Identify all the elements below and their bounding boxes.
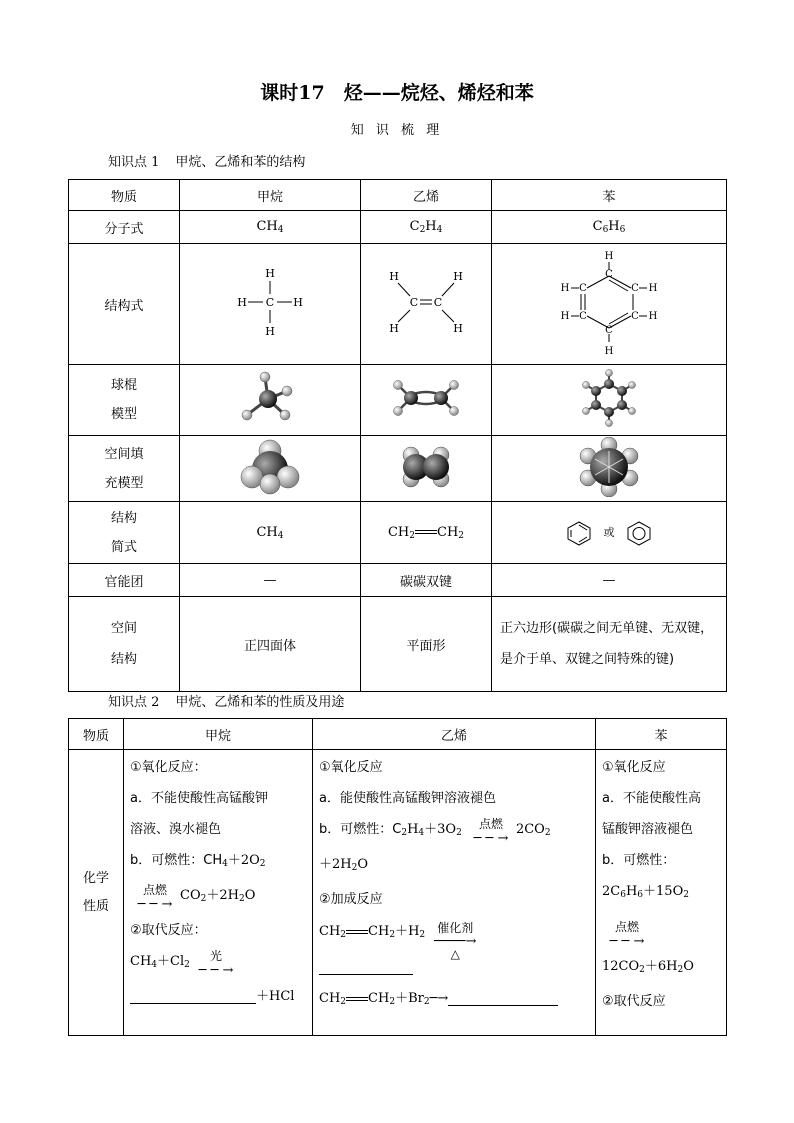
benzene-ball-stick-model	[574, 367, 644, 429]
space-filling-benzene	[492, 436, 727, 502]
row-label-structural-formula: 结构式	[69, 244, 180, 365]
methane-structural-diagram	[230, 262, 310, 342]
svg-text:H: H	[604, 346, 614, 357]
ethene-structural-diagram	[381, 267, 471, 337]
benzene-space-filling-model	[574, 437, 644, 497]
properties-table	[68, 718, 727, 1036]
svg-text:H: H	[265, 325, 275, 338]
header-methane-2: 甲烷	[124, 719, 313, 750]
space-filling-ethene	[361, 436, 492, 502]
svg-text:C: C	[265, 296, 275, 309]
svg-text:C: C	[605, 325, 613, 336]
svg-text:H: H	[648, 283, 658, 294]
answer-blank[interactable]	[448, 992, 558, 1006]
benzene-kekule-icon	[565, 520, 593, 546]
svg-text:H: H	[389, 270, 399, 283]
benzene-ring-icon	[625, 520, 653, 546]
simplified-formula-methane: $CH_4$	[180, 502, 361, 564]
reaction-arrow-light: 光 ─ ─ →	[198, 948, 234, 978]
answer-blank[interactable]	[319, 961, 413, 975]
knowledge-point-2	[108, 691, 344, 710]
benzene-structural-diagram	[549, 244, 669, 360]
answer-blank[interactable]	[130, 990, 256, 1004]
svg-text:H: H	[604, 251, 614, 262]
ball-stick-benzene	[492, 365, 727, 436]
properties-methane: ①氧化反应： a．不能使酸性高锰酸钾 溶液、溴水褪色 b．可燃性：$CH_4+2O_2$ 点燃 ─ ─ $\to CO_2+2H_2O$ ②取代反应： $CH_4+Cl_2$ 光 ─ ─ → ＋HCl	[124, 750, 313, 1036]
svg-text:C: C	[409, 296, 419, 309]
spatial-structure-benzene: 正六边形(碳碳之间无单键、无双键，是介于单、双键之间特殊的键)	[492, 597, 727, 692]
svg-text:H: H	[453, 270, 463, 283]
kp1-number: 知识点 1	[108, 155, 160, 170]
formula-benzene: $C_6H_6$	[492, 211, 727, 244]
svg-text:H: H	[648, 311, 658, 322]
knowledge-point-1	[108, 151, 305, 170]
simplified-formula-ethene: $CH_2$ $CH_2$	[361, 502, 492, 564]
row-label-functional-group: 官能团	[69, 564, 180, 597]
svg-text:H: H	[560, 311, 570, 322]
header-benzene: 苯	[492, 180, 727, 211]
svg-text:H: H	[560, 283, 570, 294]
header-ethene: 乙烯	[361, 180, 492, 211]
row-label-chemical-properties: 化学 性质	[69, 750, 124, 1036]
header-substance-2: 物质	[69, 719, 124, 750]
row-label-space-filling: 空间填 充模型	[69, 436, 180, 502]
structure-table	[68, 179, 727, 692]
structural-formula-ethene	[361, 244, 492, 365]
ball-stick-ethene	[361, 365, 492, 436]
svg-text:C: C	[631, 283, 639, 294]
kp1-text: 甲烷、乙烯和苯的结构	[175, 155, 306, 170]
formula-ethene: $C_2H_4$	[361, 211, 492, 244]
svg-text:C: C	[631, 311, 639, 322]
svg-text:H: H	[453, 322, 463, 335]
reaction-arrow-catalyst: 催化剂 ────→ △	[434, 920, 477, 961]
reaction-arrow-ignite: 点燃 ─ ─ →	[473, 816, 509, 846]
section-subtitle: 知 识 梳 理	[350, 123, 444, 138]
header-methane: 甲烷	[180, 180, 361, 211]
row-label-formula: 分子式	[69, 211, 180, 244]
functional-group-ethene: 碳碳双键	[361, 564, 492, 597]
formula-methane: $CH_4$	[180, 211, 361, 244]
header-substance: 物质	[69, 180, 180, 211]
space-filling-methane	[180, 436, 361, 502]
methane-space-filling-model	[235, 437, 305, 497]
simplified-formula-benzene: 或	[492, 502, 727, 564]
methane-ball-stick-model	[235, 367, 305, 429]
properties-ethene: ①氧化反应 a．能使酸性高锰酸钾溶液褪色 b．可燃性：$C_2H_4+3O_2$ 点燃 ─ ─ $\to 2CO_2$ $+2H_2O$ ②加成反应 $CH_2$ $CH_2+H_2$ 催化剂 ────→ △ $CH_2$ $CH_2+Br_2─\to$	[313, 750, 596, 1036]
double-bond-symbol	[346, 930, 368, 934]
svg-text:C: C	[433, 296, 443, 309]
structural-formula-methane	[180, 244, 361, 365]
svg-text:C: C	[579, 283, 587, 294]
svg-text:H: H	[293, 296, 303, 309]
kp2-number: 知识点 2	[108, 695, 160, 710]
ethene-ball-stick-model	[386, 373, 466, 423]
double-bond-symbol	[415, 530, 437, 534]
page-title: 课时17 烃——烷烃、烯烃和苯	[260, 82, 534, 104]
row-label-ball-stick: 球棍 模型	[69, 365, 180, 436]
kp2-text: 甲烷、乙烯和苯的性质及用途	[175, 695, 345, 710]
spatial-structure-methane: 正四面体	[180, 597, 361, 692]
spatial-structure-ethene: 平面形	[361, 597, 492, 692]
row-label-simplified-formula: 结构 简式	[69, 502, 180, 564]
header-benzene-2: 苯	[596, 719, 727, 750]
svg-text:H: H	[389, 322, 399, 335]
svg-text:C: C	[605, 269, 613, 280]
row-label-spatial-structure: 空间 结构	[69, 597, 180, 692]
structural-formula-benzene	[492, 244, 727, 365]
svg-text:H: H	[237, 296, 247, 309]
properties-benzene: ①氧化反应 a．不能使酸性高 锰酸钾溶液褪色 b．可燃性： $2C_6H_6+15O_2$ 点燃 ─ ─ → $12CO_2+6H_2O$ ②取代反应	[596, 750, 727, 1036]
ball-stick-methane	[180, 365, 361, 436]
ethene-space-filling-model	[391, 437, 461, 497]
double-bond-symbol	[346, 997, 368, 1001]
functional-group-methane: —	[180, 564, 361, 597]
reaction-arrow-ignite: 点燃 ─ ─ →	[137, 882, 173, 912]
svg-text:H: H	[265, 267, 275, 280]
reaction-arrow-ignite: 点燃 ─ ─ →	[609, 919, 645, 949]
svg-text:C: C	[579, 311, 587, 322]
header-ethene-2: 乙烯	[313, 719, 596, 750]
functional-group-benzene: —	[492, 564, 727, 597]
